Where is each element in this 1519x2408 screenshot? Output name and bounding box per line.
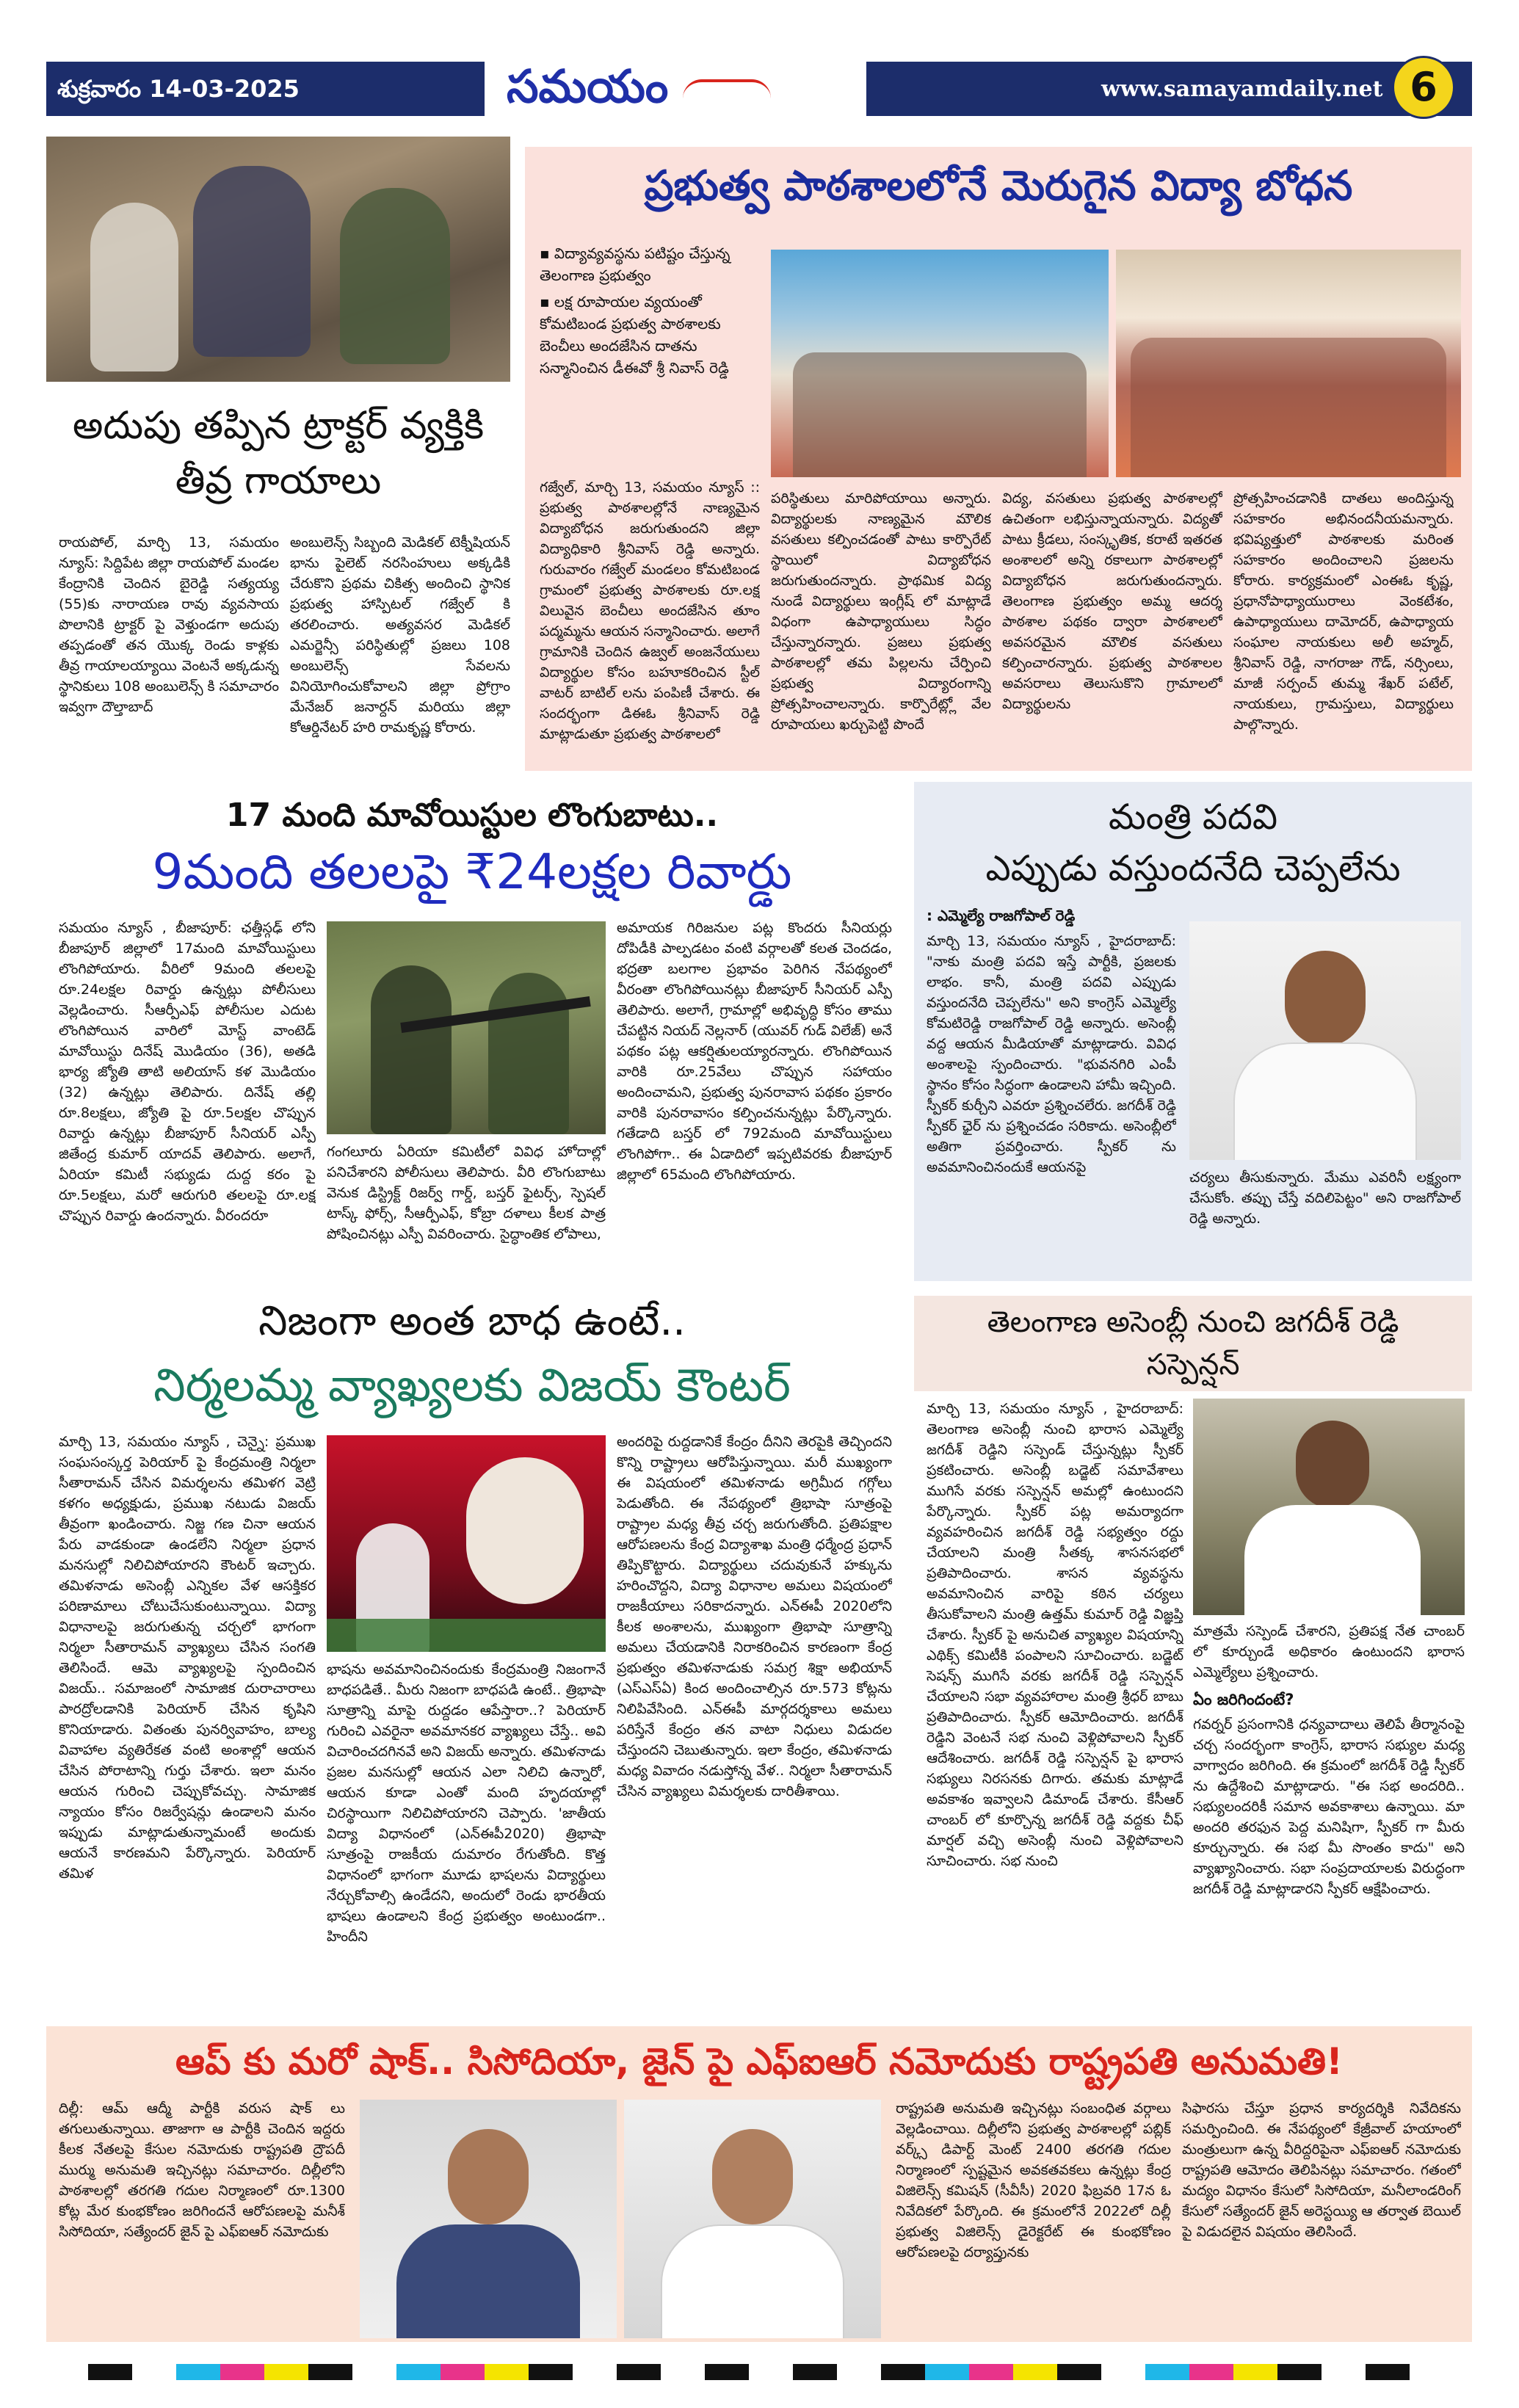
page-number-badge: [1392, 56, 1455, 119]
jagadish-headline-line2: సస్పెన్షన్: [1146, 1348, 1240, 1382]
education-body-col1: గజ్వేల్, మార్చి 13, సమయం న్యూస్ :: ప్రభుత్వ పాఠశాలల్లోనే నాణ్యమైన విద్యాబోధన జరుగుతుందని జిల్లా విద్యాధికారి శ్రీనివాస్ రెడ్డి అన్నారు. గురువారం గజ్వేల్ మండలం కోమటిబండ గ్రామంలో ప్రభుత్వ పాఠశాలకు రూ.లక్ష విలువైన బెంచీలు అందజేసిన తూం పద్మమ్మను ఆయన సన్మానించారు. అలాగే గ్రామానికి చెందిన ఉజ్వల్ అంజనేయులు విద్యార్థుల కోసం బహూకరించిన స్టీల్ వాటర్ బాటిల్ లను పంపిణీ చేశారు. ఈ సందర్భంగా డిఈఓ శ్రీనివాస్ రెడ్డి మాట్లాడుతూ ప్రభుత్వ పాఠశాలలో: [540, 479, 760, 742]
education-bullet-1: ▪ విద్యావ్యవస్థను పటిష్టం చేస్తున్న తెలంగాణ ప్రభుత్వం: [540, 244, 731, 284]
maoist-body-col2: గంగలూరు ఏరియా కమిటీలో వివిధ హోదాల్లో పనిచేశారని పోలీసులు తెలిపారు. వీరి లొంగుబాటు వెనుక డిస్ట్రిక్ట్ రిజర్వ్ గార్డ్, బస్తర్ ఫైటర్స్, స్పెషల్ టాస్క్ ఫోర్స్, సీఆర్పీఎఫ్, కోబ్రా దళాలు కీలక పాత్ర పోషించినట్లు ఎస్పీ వివరించారు. సైద్ధాంతిక లోపాలు,: [327, 1144, 606, 1242]
maoist-kicker: 17 మంది మావోయిస్టుల లొంగుబాటు..: [225, 797, 719, 834]
jagadish-headline-line1: తెలంగాణ అసెంబ్లీ నుంచి జగదీశ్ రెడ్డి: [987, 1305, 1399, 1339]
nirmala-body-col1: మార్చి 13, సమయం న్యూస్ , చెన్నై: ప్రముఖ సంఘసంస్కర్త పెరియార్ పై కేంద్రమంత్రి నిర్మలా సీతారామన్ చేసిన విమర్శలను తమిళగ వెట్రి కళగం అధ్యక్షుడు, ప్రముఖ నటుడు విజయ్ తీవ్రంగా ఖండించారు. నిజ్జ గణ చినా ఆయన పేరు వాడకుండా ఉండలేని నిర్మలా ప్రధాన మనసుల్లో నిలిచిపోయారని కౌంటర్ ఇచ్చారు. తమిళనాడు అసెంబ్లీ ఎన్నికల వేళ ఆసక్తికర పరిణామాలు చోటుచేసుకుంటున్నాయి. విద్యా విధానాలపై జరుగుతున్న చర్చలో భాగంగా నిర్మలా సీతారామన్ వ్యాఖ్యలు చేసిన సంగతి తెలిసిందే. ఆమె వ్యాఖ్యలపై స్పందించిన విజయ్.. సమాజంలో సామాజిక దురాచారాలు పారద్రోలడానికి పెరియార్ చేసిన కృషిని కొనియాడారు. వితంతు పునర్వివాహం, బాల్య వివాహాల వ్యతిరేకత వంటి అంశాల్లో ఆయన చేసిన పోరాటాన్ని గుర్తు చేశారు. ఇలా మనం ఆయన గురించి చెప్పుకోవచ్చు. సామాజిక న్యాయం కోసం రిజర్వేషన్లు ఉండాలని మనం ఇప్పుడు మాట్లాడుతున్నామంటే అందుకు ఆయనే కారణమని పేర్కొన్నారు. పెరియార్ తమిళ: [59, 1434, 316, 1882]
minister-byline: : ఎమ్మెల్యే రాజగోపాల్ రెడ్డి: [927, 907, 1076, 924]
minister-body-col2: చర్యలు తీసుకున్నారు. మేము ఎవరినీ లక్ష్యంగా చేసుకోం. తప్పు చేస్తే వదిలిపెట్టం" అని రాజగోపాల్ రెడ్డి అన్నారు.: [1189, 1169, 1461, 1227]
education-body-col3: విద్య, వసతులు ప్రభుత్వ పాఠశాలల్లో ఉచితంగా లభిస్తున్నాయన్నారు. విద్యతో పాటు క్రీడలు, సంస్కృతిక, కరాటే ఇతరత అంశాలలో అన్ని రకాలుగా పాఠశాలల్లో విద్యాబోధన జరుగుతుందన్నారు. తెలంగాణ ప్రభుత్వం అమ్మ ఆదర్శ పాఠశాల పథకం ద్వారా పాఠశాలలో అవసరమైన మౌలిక వసతులు కల్పించారన్నారు. ప్రభుత్వ పాఠశాలల అవసరాలు తెలుసుకొని గ్రామాలలో విద్యార్థులను: [1002, 490, 1222, 712]
nirmala-headline: నిర్మలమ్మ వ్యాఖ్యలకు విజయ్ కౌంటర్: [153, 1358, 791, 1412]
photo-portrait-head: [1296, 1421, 1369, 1509]
aap-photo-1: [360, 2100, 617, 2338]
photo-flowers-shape: [327, 1619, 606, 1652]
masthead-website: www.samayamdaily.net: [1101, 76, 1383, 102]
photo-portrait-body: [661, 2224, 844, 2338]
maoist-photo: [327, 921, 606, 1134]
photo-soldier-shape: [488, 973, 569, 1134]
photo-soldier-shape: [371, 965, 452, 1134]
education-photo-2: [1116, 250, 1461, 477]
photo-person-shape: [340, 188, 450, 364]
tractor-body-col2: అంబులెన్స్ సిబ్బంది మెడికల్ టెక్నీషియన్ భాను పైలెట్ నరసింహులు అక్కడికి చేరుకొని ప్రథమ చికిత్స అందించి స్థానిక ప్రభుత్వ హాస్పిటల్ గజ్వేల్ కి తరలించారు. అత్యవసర మెడికల్ ఎమర్జెన్సీ పరిస్థితుల్లో ప్రజలు 108 అంబులెన్స్ సేవలను వినియోగించుకోవాలని జిల్లా ప్రోగ్రాం మేనేజర్ జనార్దన్ మరియు జిల్లా కోఆర్డినేటర్ హరి రామకృష్ణ కోరారు.: [290, 534, 510, 736]
tractor-accident-photo: [46, 137, 510, 382]
tractor-headline-line2: తీవ్ర గాయాలు: [175, 459, 382, 503]
minister-photo: [1189, 921, 1461, 1160]
photo-portrait-body: [1244, 1505, 1421, 1615]
aap-body-col1: దిల్లీ: ఆమ్ ఆద్మీ పార్టీకి వరుస షాక్ లు తగులుతున్నాయి. తాజాగా ఆ పార్టీకి చెందిన ఇద్దరు కీలక నేతలపై కేసుల నమోదుకు రాష్ట్రపతి ద్రౌపదీ ముర్ము అనుమతి ఇచ్చినట్లు సమాచారం. దిల్లీలోని పాఠశాలల్లో తరగతి గదుల నిర్మాణంలో రూ.1300 కోట్ల మేర కుంభకోణం జరిగిందనే ఆరోపణలపై మనీశ్ సిసోదియా, సత్యేందర్ జైన్ పై ఎఫ్ఐఆర్ నమోదుకు: [59, 2100, 345, 2240]
aap-body-col3: సిఫారసు చేస్తూ ప్రధాన కార్యదర్శికి నివేదికను సమర్పించింది. ఈ నేపథ్యంలో కేజ్రీవాల్ హయాంలో మంత్రులుగా ఉన్న వీరిద్దరిపైనా ఎఫ్ఐఆర్ నమోదుకు రాష్ట్రపతి ఆమోదం తెలిపినట్లు సమాచారం. గతంలో మద్యం విధానం కేసులో సిసోదియా, మనీలాండరింగ్ కేసులో సత్యేందర్ జైన్ అరెస్టయ్యి ఆ తర్వాత బెయిల్ పై విడుదలైన విషయం తెలిసిందే.: [1182, 2100, 1461, 2240]
nirmala-body-col3: అందరిపై రుద్దడానికే కేంద్రం దీనిని తెరపైకి తెచ్చిందని కొన్ని రాష్ట్రాలు ఆరోపిస్తున్నాయి. మరీ ముఖ్యంగా ఈ విషయంలో తమిళనాడు అగ్రిమీద గగ్గోలు పెడుతోంది. ఈ నేపథ్యంలో త్రిభాషా సూత్రంపై రాష్ట్రాల మధ్య తీవ్ర చర్చ జరుగుతోంది. ప్రతిపక్షాల ఆరోపణలను కేంద్ర విద్యాశాఖ మంత్రి ధర్మేంద్ర ప్రధాన్ తిప్పికొట్టారు. విద్యార్థులు చదువుకునే హక్కును హరించొద్దని, విద్యా విధానాల అమలు విషయంలో రాజకీయాలు సరికాదన్నారు. ఎన్ఈపీ 2020లోని కీలక అంశాలను, ముఖ్యంగా త్రిభాషా సూత్రాన్ని అమలు చేయడానికి నిరాకరించిన కారణంగా కేంద్ర ప్రభుత్వం తమిళనాడుకు సమగ్ర శిక్షా అభియాన్ (ఎస్ఎస్ఏ) కింద అందించాల్సిన రూ.573 కోట్లను నిలిపివేసింది. ఎన్ఈపీ మార్గదర్శకాలు అమలు పరిస్తేనే కేంద్రం తన వాటా నిధులు విడుదల చేస్తుందని చెబుతున్నారు. ఇలా కేంద్రం, తమిళనాడు మధ్య వివాదం నడుస్తోన్న వేళ.. నిర్మలా సీతారామన్ చేసిన వ్యాఖ్యలు విమర్శలకు దారితీశాయి.: [617, 1434, 892, 1799]
page-number: 6: [1410, 64, 1438, 110]
maoist-body-col3: అమాయక గిరిజనుల పట్ల కొందరు సీనియర్లు దోపిడీకి పాల్పడటం వంటి వర్గాలతో కలత చెందడం, భద్రతా బలగాల ప్రభావం పెరిగిన నేపథ్యంలో వీరంతా లొంగిపోయినట్లు బీజాపూర్ సీనియర్ ఎస్పీ తెలిపారు. అలాగే, గ్రామాల్లో అభివృద్ధి కోసం తాము చేపట్టిన నియద్ నెల్లనార్ (యువర్ గుడ్ విలేజ్) అనే పథకం పట్ల ఆకర్షితులయ్యారన్నారు. లొంగిపోయిన వారికి రూ.25వేలు చొప్పున సహాయం అందించామని, ప్రభుత్వ పునరావాస పథకం ప్రకారం వారికి పునరావాసం కల్పించనున్నట్లు పేర్కొన్నారు. గతేడాది బస్తర్ లో 792మంది మావోయిస్టులు లొంగిపోగా.. ఈ ఏడాదిలో ఇప్పటివరకు బీజాపూర్ జిల్లాలో 65మంది లొంగిపోయారు.: [617, 920, 892, 1183]
education-body-col2: పరిస్థితులు మారిపోయాయి అన్నారు. విద్యార్థులకు నాణ్యమైన మౌలిక వసతులు కల్పించడంతో పాటు కార్పొరేట్ స్థాయిలో విద్యాబోధన జరుగుతుందన్నారు. ప్రాథమిక విద్య నుండే విద్యార్థులు ఇంగ్లీష్ లో మాట్లాడే విధంగా ఉపాధ్యాయులు సిద్ధం చేస్తున్నారన్నారు. ప్రజలు ప్రభుత్వ పాఠశాలల్లో తమ పిల్లలను చేర్పించి ప్రభుత్వ విద్యారంగాన్ని ప్రోత్సహించాలన్నారు. కార్పొరేట్ల్లో వేల రూపాయలు ఖర్చుపెట్టి పొందే: [771, 490, 991, 733]
photo-portrait-body: [396, 2224, 580, 2338]
aap-body-col2: రాష్ట్రపతి అనుమతి ఇచ్చినట్లు సంబంధిత వర్గాలు వెల్లడించాయి. దిల్లీలోని ప్రభుత్వ పాఠశాలల్లో పబ్లిక్ వర్క్స్ డిపార్ట్ మెంట్ 2400 తరగతి గదుల నిర్మాణంలో స్పష్టమైన అవకతవకలు ఉన్నట్లు కేంద్ర విజిలెన్స్ కమిషన్ (సీవీసీ) 2020 ఫిబ్రవరి 17న ఓ నివేదికలో పేర్కొంది. ఈ క్రమంలోనే 2022లో దిల్లీ ప్రభుత్వ విజిలెన్స్ డైరెక్టరేట్ ఈ కుంభకోణం ఆరోపణలపై దర్యాప్తునకు: [896, 2100, 1171, 2260]
photo-portrait-head: [712, 2129, 793, 2224]
jagadish-body-col3: గవర్నర్ ప్రసంగానికి ధన్యవాదాలు తెలిపే తీర్మానంపై చర్చ సందర్భంగా కాంగ్రెస్, భారాస సభ్యుల మధ్య వాగ్వాదం జరిగింది. ఈ క్రమంలో జగదీశ్ రెడ్డి స్పీకర్ ను ఉద్దేశించి మాట్లాడారు. "ఈ సభ అందరిది.. సభ్యులందరికీ సమాన అవకాశాలు ఉన్నాయి. మా అందరి తరఫున పెద్ద మనిషిగా, స్పీకర్ గా మీరు కూర్చున్నారు. ఈ సభ మీ సొంతం కాదు" అని వ్యాఖ్యానించారు. సభా సంప్రదాయాలకు విరుద్ధంగా జగదీశ్ రెడ్డి మాట్లాడారని స్పీకర్ ఆక్షేపించారు.: [1193, 1716, 1465, 1897]
jagadish-subhead: ఏం జరిగిందంటే?: [1193, 1691, 1294, 1708]
jagadish-body-col1: మార్చి 13, సమయం న్యూస్ , హైదరాబాద్: తెలంగాణ అసెంబ్లీ నుంచి భారాస ఎమ్మెల్యే జగదీశ్ రెడ్డిని సస్పెండ్ చేస్తున్నట్లు స్పీకర్ ప్రకటించారు. అసెంబ్లీ బడ్జెట్ సమావేశాలు ముగిసే వరకు సస్పెన్షన్ అమల్లో ఉంటుందని పేర్కొన్నారు. స్పీకర్ పట్ల అమర్యాదగా వ్యవహరించిన జగదీశ్ రెడ్డి సభ్యత్వం రద్దు చేయాలని మంత్రి సీతక్క శాసనసభలో ప్రతిపాదించారు. శాసన వ్యవస్థను అవమానించిన వారిపై కఠిన చర్యలు తీసుకోవాలని మంత్రి ఉత్తమ్ కుమార్ రెడ్డి విజ్ఞప్తి చేశారు. స్పీకర్ పై అనుచిత వ్యాఖ్యల విషయాన్ని ఎథిక్స్ కమిటీకి పంపాలని సూచించారు. బడ్జెట్ సెషన్స్ ముగిసే వరకు జగదీశ్ రెడ్డి సస్పెన్షన్ చేయాలని సభా వ్యవహారాల మంత్రి శ్రీధర్ బాబు ప్రతిపాదించారు. స్పీకర్ ఆమోదించారు. జగదీశ్ రెడ్డిని వెంటనే సభ నుంచి వెళ్లిపోవాలని స్పీకర్ ఆదేశించారు. జగదీశ్ రెడ్డి సస్పెన్షన్ పై భారాస సభ్యులు నిరసనకు దిగారు. తమకు మాట్లాడే అవకాశం ఇవ్వాలని డిమాండ్ చేశారు. కేసీఆర్ చాంబర్ లో కూర్చొన్న జగదీశ్ రెడ్డి వద్దకు చీఫ్ మార్షల్ వచ్చి అసెంబ్లీ నుంచి వెళ్లిపోవాలని సూచించారు. సభ నుంచి: [927, 1401, 1183, 1869]
photo-portrait-head: [1285, 951, 1366, 1046]
nirmala-kicker: నిజంగా అంత బాధ ఉంటే..: [258, 1297, 686, 1345]
education-bullets: [540, 242, 760, 383]
aap-headline: ఆప్ కు మరో షాక్.. సిసోదియా, జైన్ పై ఎఫ్ఐఆర్ నమోదుకు రాష్ట్రపతి అనుమతి!: [175, 2040, 1343, 2083]
education-bullet-2: ▪ లక్ష రూపాయల వ్యయంతో కోమటిబండ ప్రభుత్వ పాఠశాలకు బెంచీలు అందజేసిన దాతను సన్మానించిన డీఈవో శ్రీ నివాస్ రెడ్డి: [540, 293, 729, 377]
print-registration-strip: [88, 2364, 1432, 2380]
masthead-date: శుక్రవారం 14-03-2025: [57, 75, 300, 103]
maoist-headline: 9మంది తలలపై ₹24లక్షల రివార్డు: [152, 844, 792, 900]
nirmala-body-col2: భాషను అవమానించినందుకు కేంద్రమంత్రి నిజంగానే బాధపడితే.. మీరు నిజంగా బాధపడి ఉంటే.. త్రిభాషా సూత్రాన్ని మాపై రుద్దడం ఆపేస్తారా..? పెరియార్ గురించి ఎవరైనా అవమానకర వ్యాఖ్యలు చేస్తే.. అవి విచారించదగినవే అని విజయ్ అన్నారు. తమిళనాడు ప్రజల మనసుల్లో ఆయన ఎలా నిలిచి ఉన్నారో, ఆయన కూడా ఎంతో మంది హృదయాల్లో చిరస్థాయిగా నిలిచిపోయారని చెప్పారు. 'జాతీయ విద్యా విధానంలో (ఎన్ఈపీ2020) త్రిభాషా సూత్రంపై రాజకీయ దుమారం రేగుతోంది. కొత్త విధానంలో భాగంగా మూడు భాషలను విద్యార్థులు నేర్చుకోవాల్సి ఉండేదని, అందులో రెండు భారతీయ భాషలు ఉండాలని కేంద్ర ప్రభుత్వం అంటుండగా.. హిందీని: [327, 1661, 606, 1945]
education-headline: ప్రభుత్వ పాఠశాలలోనే మెరుగైన విద్యా బోధన: [644, 162, 1353, 210]
photo-portrait-head: [466, 1457, 584, 1604]
minister-body-col1: మార్చి 13, సమయం న్యూస్ , హైదరాబాద్: "నాకు మంత్రి పదవి ఇస్తే పార్టీకి, ప్రజలకు లాభం. కానీ, మంత్రి పదవి ఎప్పుడు వస్తుందనేది చెప్పలేను" అని కాంగ్రెస్ ఎమ్మెల్యే కోమటిరెడ్డి రాజగోపాల్ రెడ్డి అన్నారు. అసెంబ్లీ వద్ద ఆయన మీడియాతో మాట్లాడారు. వివిధ అంశాలపై స్పందించారు. "భువనగిరి ఎంపీ స్థానం కోసం సిద్ధంగా ఉండాలని హామీ ఇచ్చింది. స్పీకర్ కుర్చీని ఎవరూ ప్రశ్నించలేరు. జగదీశ్ రెడ్డి స్పీకర్ ఛైర్ ను ప్రశ్నించడం సరికాదు. అసెంబ్లీలో అతిగా ప్రవర్తించారు. స్పీకర్ ను అవమానించినందుకే ఆయనపై: [927, 933, 1176, 1175]
aap-photo-2: [624, 2100, 881, 2338]
photo-portrait-body: [1233, 1042, 1417, 1160]
photo-portrait-head: [448, 2129, 529, 2224]
photo-person-shape: [90, 203, 178, 371]
education-photo-1: [771, 250, 1109, 477]
photo-group-shape: [793, 352, 1087, 477]
masthead-logo-swoosh-icon: [683, 79, 771, 98]
jagadish-body-col2: మాత్రమే సస్పెండ్ చేశారని, ప్రతిపక్ష నేత చాంబర్ లో కూర్చుండే అధికారం ఉంటుందని భారాస ఎమ్మెల్యేలు ప్రశ్నించారు.: [1193, 1623, 1465, 1680]
masthead-logo: సమయం: [507, 59, 669, 113]
jagadish-photo: [1193, 1399, 1465, 1615]
tractor-body-col1: రాయపోల్, మార్చి 13, సమయం న్యూస్: సిద్దిపేట జిల్లా రాయపోల్ మండల కేంద్రానికి చెందిన బైరెడ్డి సత్యయ్య (55)కు నారాయణ రావు వ్యవసాయ పొలానికి ట్రాక్టర్ పై వెళ్తుండగా అదుపు తప్పడంతో తన యొక్క రెండు కాళ్లకు తీవ్ర గాయాలయ్యాయి వెంటనే అక్కడున్న స్థానికులు 108 అంబులెన్స్ కి సమాచారం ఇవ్వగా దౌల్తాబాద్: [59, 534, 279, 715]
nirmala-photo: [327, 1435, 606, 1652]
photo-person-shape: [193, 166, 311, 357]
maoist-body-col1: సమయం న్యూస్ , బీజాపూర్: ఛత్తీస్గఢ్ లోని బీజాపూర్ జిల్లాలో 17మంది మావోయిస్టులు లొంగిపోయారు. వీరిలో 9మంది తలలపై రూ.24లక్షల రివార్డు ఉన్నట్లు పోలీసులు వెల్లడించారు. సీఆర్పీఎఫ్ పోలీసుల ఎదుట లొంగిపోయిన వారిలో మోస్ట్ వాంటెడ్ మావోయిస్టు దినేష్ మొడియం (36), అతడి భార్య జ్యోతి తాటి అలియాస్ కళ మొడియం (32) ఉన్నట్లు తెలిపారు. దినేష్ తల్లి రూ.8లక్షలు, జ్యోతి పై రూ.5లక్షల చొప్పున రివార్డు ఉన్నట్లు బీజాపూర్ సీనియర్ ఎస్పీ జితేంద్ర కుమార్ యాదవ్ తెలిపారు. అలాగే, ఏరియా కమిటీ సభ్యుడు దుద్ద కరం పై రూ.5లక్షలు, మరో ఆరుగురి తలలపై రూ.లక్ష చొప్పున రివార్డు ఉందన్నారు. వీరందరూ: [59, 920, 316, 1224]
minister-headline-line2: ఎప్పుడు వస్తుందనేది చెప్పలేను: [985, 848, 1401, 889]
minister-headline-line1: మంత్రి పదవి: [1108, 797, 1278, 838]
photo-group-shape: [1131, 338, 1446, 477]
tractor-headline-line1: అదుపు తప్పిన ట్రాక్టర్ వ్యక్తికి: [72, 404, 485, 448]
education-body-col4: ప్రోత్సహించడానికి దాతలు అందిస్తున్న సహకారం అభినందనీయమన్నారు. భవిష్యత్తులో పాఠశాలకు మరింత సహకారం అందించాలని ప్రజలను కోరారు. కార్యక్రమంలో ఎంఈఓ కృష్ణ, ప్రధానోపాధ్యాయురాలు వెంకటేశం, ఉపాధ్యాయులు దామోదర్, ఉపాధ్యాయ సంఘాల నాయకులు అలీ అహ్మద్, శ్రీనివాస్ రెడ్డి, నాగరాజు గౌడ్, నర్సింలు, మాజీ సర్పంచ్ తుమ్మ శేఖర్ పటేల్, నాయకులు, గ్రామస్తులు, విద్యార్థులు పాల్గొన్నారు.: [1233, 490, 1454, 733]
